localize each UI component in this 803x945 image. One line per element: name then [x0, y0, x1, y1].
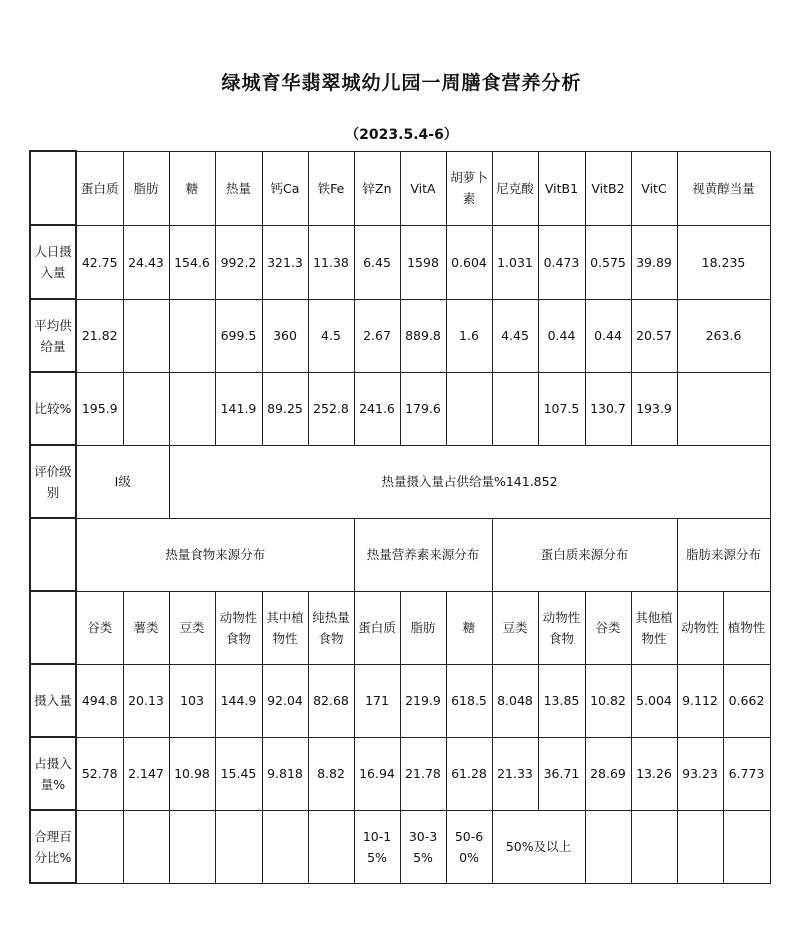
- subheader-cell: 动物性食物: [215, 591, 262, 664]
- subheader-cell: 脂肪: [400, 591, 446, 664]
- table-cell: 8.048: [492, 664, 538, 737]
- nutrient-header-row: [30, 151, 770, 225]
- table-cell: 42.75: [76, 225, 123, 299]
- table-cell: 0.662: [723, 664, 770, 737]
- header-vita: VitA: [400, 151, 446, 225]
- table-cell: 171: [354, 664, 400, 737]
- header-calcium: 钙Ca: [262, 151, 308, 225]
- table-cell: 93.23: [677, 737, 723, 810]
- header-fat: 脂肪: [123, 151, 169, 225]
- table-cell: [723, 810, 770, 883]
- table-cell: 1.6: [446, 299, 492, 372]
- table-row: [30, 372, 770, 445]
- subheader-cell: 谷类: [76, 591, 123, 664]
- subheader-cell: 动物性: [677, 591, 723, 664]
- subheader-cell: 其中植物性: [262, 591, 308, 664]
- evaluation-row: [30, 445, 770, 518]
- evaluation-label: 评价级别: [30, 445, 76, 518]
- header-iron: 铁Fe: [308, 151, 354, 225]
- subheader-cell: 植物性: [723, 591, 770, 664]
- table-cell: 0.44: [538, 299, 585, 372]
- subheader-cell: 蛋白质: [354, 591, 400, 664]
- table-cell: 6.773: [723, 737, 770, 810]
- table-cell: [169, 299, 215, 372]
- page-title: 绿城育华翡翠城幼儿园一周膳食营养分析: [221, 72, 582, 94]
- subheader-cell: 谷类: [585, 591, 631, 664]
- group-calorie-food-source: 热量食物来源分布: [76, 518, 354, 591]
- table-cell: 263.6: [677, 299, 770, 372]
- group-calorie-nutrient-source: 热量营养素来源分布: [354, 518, 492, 591]
- table-cell: [631, 810, 677, 883]
- subheader-cell: 纯热量食物: [308, 591, 354, 664]
- table-cell: 4.5: [308, 299, 354, 372]
- table-cell: 28.69: [585, 737, 631, 810]
- table-cell: 4.45: [492, 299, 538, 372]
- header-vitb1: VitB1: [538, 151, 585, 225]
- table-cell: 92.04: [262, 664, 308, 737]
- table-cell: 252.8: [308, 372, 354, 445]
- header-vitc: VitC: [631, 151, 677, 225]
- table-cell: 52.78: [76, 737, 123, 810]
- table-cell: 10.98: [169, 737, 215, 810]
- table-cell: 39.89: [631, 225, 677, 299]
- row-label: 占摄入量%: [30, 737, 76, 810]
- table-cell: 15.45: [215, 737, 262, 810]
- reasonable-sugar: 50-60%: [446, 810, 492, 883]
- table-cell: [492, 372, 538, 445]
- reasonable-protein: 10-15%: [354, 810, 400, 883]
- table-cell: [123, 299, 169, 372]
- table-cell: 16.94: [354, 737, 400, 810]
- group-corner: [30, 518, 76, 591]
- table-cell: 618.5: [446, 664, 492, 737]
- table-cell: 13.85: [538, 664, 585, 737]
- header-calories: 热量: [215, 151, 262, 225]
- row-label: 人日摄入量: [30, 225, 76, 299]
- table-cell: 195.9: [76, 372, 123, 445]
- table-cell: 21.78: [400, 737, 446, 810]
- group-protein-source: 蛋白质来源分布: [492, 518, 677, 591]
- table-cell: 20.13: [123, 664, 169, 737]
- table-cell: [169, 372, 215, 445]
- table-cell: 241.6: [354, 372, 400, 445]
- header-corner: [30, 151, 76, 225]
- table-cell: 992.2: [215, 225, 262, 299]
- table-cell: 10.82: [585, 664, 631, 737]
- table-cell: 141.9: [215, 372, 262, 445]
- table-cell: 0.604: [446, 225, 492, 299]
- table-cell: 0.44: [585, 299, 631, 372]
- table-cell: 144.9: [215, 664, 262, 737]
- date-range: （2023.5.4-6）: [345, 127, 458, 143]
- table-cell: [123, 372, 169, 445]
- table-cell: 9.112: [677, 664, 723, 737]
- table-cell: 154.6: [169, 225, 215, 299]
- table-row: [30, 225, 770, 299]
- table-cell: [123, 810, 169, 883]
- table-row: [30, 737, 770, 810]
- header-protein: 蛋白质: [76, 151, 123, 225]
- table-cell: 61.28: [446, 737, 492, 810]
- subheader-cell: 豆类: [169, 591, 215, 664]
- table-cell: 20.57: [631, 299, 677, 372]
- table-cell: 21.82: [76, 299, 123, 372]
- table-cell: [677, 372, 770, 445]
- table-cell: 13.26: [631, 737, 677, 810]
- table-cell: 36.71: [538, 737, 585, 810]
- table-cell: [308, 810, 354, 883]
- table-cell: [585, 810, 631, 883]
- table-cell: 360: [262, 299, 308, 372]
- reasonable-fat: 30-35%: [400, 810, 446, 883]
- subheader-cell: 糖: [446, 591, 492, 664]
- reasonable-row: [30, 810, 770, 883]
- table-cell: 219.9: [400, 664, 446, 737]
- source-group-row: [30, 518, 770, 591]
- table-cell: 494.8: [76, 664, 123, 737]
- table-cell: 5.004: [631, 664, 677, 737]
- header-sugar: 糖: [169, 151, 215, 225]
- table-cell: 321.3: [262, 225, 308, 299]
- table-cell: 699.5: [215, 299, 262, 372]
- row-label: 合理百分比%: [30, 810, 76, 883]
- table-cell: 2.67: [354, 299, 400, 372]
- table-cell: [215, 810, 262, 883]
- evaluation-note: 热量摄入量占供给量%141.852: [169, 445, 770, 518]
- subheader-corner: [30, 591, 76, 664]
- table-cell: [76, 810, 123, 883]
- table-cell: 89.25: [262, 372, 308, 445]
- evaluation-grade: I级: [76, 445, 169, 518]
- header-carotene: 胡萝卜素: [446, 151, 492, 225]
- header-vitb2: VitB2: [585, 151, 631, 225]
- header-niacin: 尼克酸: [492, 151, 538, 225]
- table-cell: 0.473: [538, 225, 585, 299]
- nutrition-table: [29, 150, 771, 884]
- table-cell: [169, 810, 215, 883]
- table-cell: 103: [169, 664, 215, 737]
- table-cell: 179.6: [400, 372, 446, 445]
- table-cell: 18.235: [677, 225, 770, 299]
- table-row: [30, 299, 770, 372]
- table-cell: 2.147: [123, 737, 169, 810]
- table-cell: 193.9: [631, 372, 677, 445]
- table-cell: 1.031: [492, 225, 538, 299]
- table-cell: 1598: [400, 225, 446, 299]
- source-header-row: [30, 591, 770, 664]
- table-cell: 82.68: [308, 664, 354, 737]
- table-cell: 9.818: [262, 737, 308, 810]
- table-cell: 6.45: [354, 225, 400, 299]
- subheader-cell: 豆类: [492, 591, 538, 664]
- header-retinol: 视黄醇当量: [677, 151, 770, 225]
- group-fat-source: 脂肪来源分布: [677, 518, 770, 591]
- table-cell: 0.575: [585, 225, 631, 299]
- subheader-cell: 动物性食物: [538, 591, 585, 664]
- header-zinc: 锌Zn: [354, 151, 400, 225]
- table-cell: 889.8: [400, 299, 446, 372]
- subheader-cell: 薯类: [123, 591, 169, 664]
- table-cell: [677, 810, 723, 883]
- table-cell: 24.43: [123, 225, 169, 299]
- table-cell: 107.5: [538, 372, 585, 445]
- reasonable-protein-source: 50%及以上: [492, 810, 585, 883]
- table-cell: 21.33: [492, 737, 538, 810]
- row-label: 摄入量: [30, 664, 76, 737]
- table-cell: 130.7: [585, 372, 631, 445]
- subheader-cell: 其他植物性: [631, 591, 677, 664]
- row-label: 比较%: [30, 372, 76, 445]
- table-row: [30, 664, 770, 737]
- table-cell: [446, 372, 492, 445]
- row-label: 平均供给量: [30, 299, 76, 372]
- table-cell: [262, 810, 308, 883]
- table-cell: 8.82: [308, 737, 354, 810]
- table-cell: 11.38: [308, 225, 354, 299]
